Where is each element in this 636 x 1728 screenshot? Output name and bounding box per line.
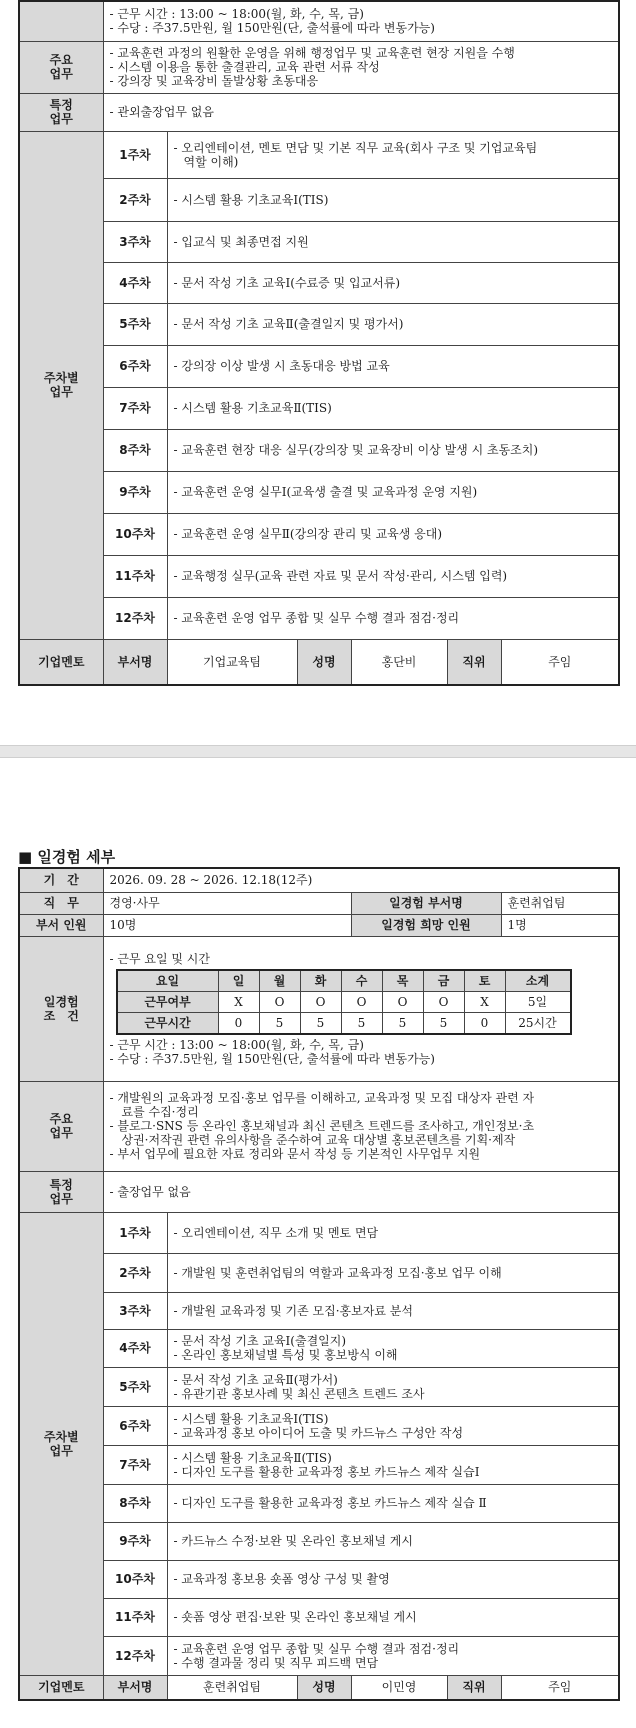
hope-label: 일경험 희망 인원	[351, 914, 501, 936]
schedule-cell: O	[341, 991, 382, 1012]
week-task: - 교육훈련 운영 업무 종합 및 실무 수행 결과 점검·정리 - 수행 결과물 정리 및 직무 피드백 면담	[167, 1636, 619, 1675]
mentor-dept-label: 부서명	[103, 639, 167, 685]
schedule-cell: 5	[341, 1012, 382, 1034]
special-duty-label: 특정 업무	[19, 1171, 103, 1212]
duty-label: 주요 업무	[19, 41, 103, 93]
week-task: - 오리엔테이션, 멘토 면담 및 기본 직무 교육(회사 구조 및 기업교육팀 역할 이해)	[167, 131, 619, 178]
mentor-position-label: 직위	[447, 1675, 501, 1700]
staff-label: 부서 인원	[19, 914, 103, 936]
duty-line: 료를 수집·정리	[109, 1105, 199, 1119]
schedule-cell: 25시간	[505, 1012, 571, 1034]
schedule-cell: X	[464, 991, 505, 1012]
schedule-row-label: 근무시간	[117, 1012, 219, 1034]
duty-content	[103, 1081, 619, 1171]
week-label: 4주차	[103, 1329, 167, 1367]
condition-line: - 근무 시간 : 13:00 ~ 18:00(월, 화, 수, 목, 금)	[109, 1037, 364, 1052]
duty-content	[103, 41, 619, 93]
week-label: 11주차	[103, 1598, 167, 1636]
week-label: 7주차	[103, 1445, 167, 1484]
schedule-header-cell: 화	[300, 970, 341, 992]
schedule-cell: O	[423, 991, 464, 1012]
duty-line: - 강의장 및 교육장비 돌발상황 초동대응	[109, 74, 319, 88]
schedule-header-cell: 금	[423, 970, 464, 992]
week-task: - 입교식 및 최종면접 지원	[167, 221, 619, 262]
weekly-duty-label: 주차별 업무	[19, 1212, 103, 1675]
week-label: 5주차	[103, 303, 167, 345]
page-separator	[0, 745, 636, 758]
schedule-header-cell: 토	[464, 970, 505, 992]
dept-value: 훈련취업팀	[501, 892, 619, 914]
mentor-name: 이민영	[351, 1675, 447, 1700]
special-duty-content: - 관외출장업무 없음	[103, 93, 619, 131]
week-label: 2주차	[103, 1253, 167, 1292]
schedule-row-label: 근무여부	[117, 991, 219, 1012]
week-task: - 시스템 활용 기초교육Ⅰ(TIS)	[167, 178, 619, 221]
week-task: - 교육훈련 운영 업무 종합 및 실무 수행 결과 점검·정리	[167, 597, 619, 639]
hope-value: 1명	[501, 914, 619, 936]
condition-line: - 수당 : 주37.5만원, 월 150만원(단, 출석률에 따라 변동가능)	[109, 21, 435, 36]
week-task: - 시스템 활용 기초교육Ⅱ(TIS)	[167, 387, 619, 429]
schedule-cell: 5	[259, 1012, 300, 1034]
special-duty-label: 특정 업무	[19, 93, 103, 131]
week-label: 3주차	[103, 221, 167, 262]
week-task: - 문서 작성 기초 교육Ⅰ(출결일지) - 온라인 홍보채널별 특성 및 홍보방식 이해	[167, 1329, 619, 1367]
duty-line: - 교육훈련 과정의 원활한 운영을 위해 행정업무 및 교육훈련 현장 지원을 수행	[109, 46, 515, 60]
schedule-cell: O	[382, 991, 423, 1012]
week-task: - 문서 작성 기초 교육Ⅰ(수료증 및 입교서류)	[167, 262, 619, 303]
week-label: 1주차	[103, 1212, 167, 1253]
condition-line: - 근무 시간 : 13:00 ~ 18:00(월, 화, 수, 목, 금)	[109, 7, 364, 22]
week-task: - 교육훈련 운영 실무Ⅱ(강의장 관리 및 교육생 응대)	[167, 513, 619, 555]
period-label: 기 간	[19, 868, 103, 892]
duty-line: - 부서 업무에 필요한 자료 정리와 문서 작성 등 기본적인 사무업무 지원	[109, 1147, 481, 1161]
schedule-cell: O	[300, 991, 341, 1012]
condition-label-cell	[19, 1, 103, 41]
mentor-label: 기업멘토	[19, 639, 103, 685]
week-label: 10주차	[103, 513, 167, 555]
duty-line: - 시스템 이용을 통한 출결관리, 교육 관련 서류 작성	[109, 60, 380, 74]
week-task: - 디자인 도구를 활용한 교육과정 홍보 카드뉴스 제작 실습 Ⅱ	[167, 1484, 619, 1522]
week-task: - 오리엔테이션, 직무 소개 및 멘토 면담	[167, 1212, 619, 1253]
job-label: 직 무	[19, 892, 103, 914]
weekly-duty-label: 주차별 업무	[19, 131, 103, 639]
work-plan-table-bottom	[18, 867, 620, 1701]
schedule-cell: O	[259, 991, 300, 1012]
condition-intro: - 근무 요일 및 시간	[109, 951, 210, 966]
week-task: - 교육훈련 운영 실무Ⅰ(교육생 출결 및 교육과정 운영 지원)	[167, 471, 619, 513]
staff-value: 10명	[103, 914, 351, 936]
week-label: 4주차	[103, 262, 167, 303]
week-label: 3주차	[103, 1292, 167, 1329]
mentor-position-label: 직위	[447, 639, 501, 685]
week-task: - 강의장 이상 발생 시 초동대응 방법 교육	[167, 345, 619, 387]
week-task: - 교육과정 홍보용 숏폼 영상 구성 및 촬영	[167, 1560, 619, 1598]
week-task: - 시스템 활용 기초교육Ⅱ(TIS) - 디자인 도구를 활용한 교육과정 홍보 카드뉴스 제작 실습Ⅰ	[167, 1445, 619, 1484]
mentor-name: 홍단비	[351, 639, 447, 685]
mentor-label: 기업멘토	[19, 1675, 103, 1700]
schedule-table	[116, 969, 572, 1035]
schedule-header-cell: 월	[259, 970, 300, 992]
schedule-cell: 5	[382, 1012, 423, 1034]
week-task: - 개발원 교육과정 및 기존 모집·홍보자료 분석	[167, 1292, 619, 1329]
week-task: - 개발원 및 훈련취업팀의 역할과 교육과정 모집·홍보 업무 이해	[167, 1253, 619, 1292]
week-label: 8주차	[103, 1484, 167, 1522]
week-task: - 카드뉴스 수정·보완 및 온라인 홍보채널 게시	[167, 1522, 619, 1560]
schedule-header-cell: 일	[218, 970, 259, 992]
document-page-top	[0, 0, 636, 745]
week-task: - 시스템 활용 기초교육Ⅰ(TIS) - 교육과정 홍보 아이디어 도출 및 카드뉴스 구성안 작성	[167, 1406, 619, 1445]
duty-line: - 블로그·SNS 등 온라인 홍보채널과 최신 콘텐츠 트렌드를 조사하고, 개인정보·초	[109, 1119, 535, 1133]
duty-line: - 개발원의 교육과정 모집·홍보 업무를 이해하고, 교육과정 및 모집 대상자 관련 자	[109, 1091, 535, 1105]
week-task: - 교육훈련 현장 대응 실무(강의장 및 교육장비 이상 발생 시 초동조치)	[167, 429, 619, 471]
mentor-name-label: 성명	[297, 639, 351, 685]
duty-line: 상권·저작권 관련 유의사항을 준수하여 교육 대상별 홍보콘텐츠를 기획·제작	[109, 1133, 516, 1147]
period-value: 2026. 09. 28 ~ 2026. 12.18(12주)	[103, 868, 619, 892]
mentor-position: 주임	[501, 1675, 619, 1700]
duty-label: 주요 업무	[19, 1081, 103, 1171]
mentor-dept-label: 부서명	[103, 1675, 167, 1700]
week-label: 12주차	[103, 1636, 167, 1675]
schedule-cell: 5	[423, 1012, 464, 1034]
week-label: 11주차	[103, 555, 167, 597]
week-label: 9주차	[103, 1522, 167, 1560]
schedule-cell: 5	[300, 1012, 341, 1034]
condition-content	[103, 1, 619, 41]
week-task: - 숏폼 영상 편집·보완 및 온라인 홍보채널 게시	[167, 1598, 619, 1636]
week-label: 12주차	[103, 597, 167, 639]
dept-label: 일경험 부서명	[351, 892, 501, 914]
schedule-header-cell: 목	[382, 970, 423, 992]
section-title: ■ 일경험 세부	[18, 848, 116, 866]
schedule-cell: 0	[464, 1012, 505, 1034]
job-value: 경영·사무	[103, 892, 351, 914]
condition-line: - 수당 : 주37.5만원, 월 150만원(단, 출석률에 따라 변동가능)	[109, 1051, 435, 1066]
week-label: 6주차	[103, 1406, 167, 1445]
mentor-dept: 기업교육팀	[167, 639, 297, 685]
week-label: 2주차	[103, 178, 167, 221]
week-label: 6주차	[103, 345, 167, 387]
week-label: 1주차	[103, 131, 167, 178]
mentor-name-label: 성명	[297, 1675, 351, 1700]
condition-label: 일경험 조 건	[19, 936, 103, 1081]
week-task: - 문서 작성 기초 교육Ⅱ(출결일지 및 평가서)	[167, 303, 619, 345]
work-plan-table-top	[18, 0, 620, 686]
schedule-cell: X	[218, 991, 259, 1012]
condition-content	[103, 936, 619, 1081]
schedule-cell: 5일	[505, 991, 571, 1012]
week-label: 10주차	[103, 1560, 167, 1598]
mentor-position: 주임	[501, 639, 619, 685]
schedule-header-cell: 요일	[117, 970, 219, 992]
week-task: - 교육행정 실무(교육 관련 자료 및 문서 작성·관리, 시스템 입력)	[167, 555, 619, 597]
week-label: 8주차	[103, 429, 167, 471]
week-label: 7주차	[103, 387, 167, 429]
schedule-header-cell: 수	[341, 970, 382, 992]
week-label: 5주차	[103, 1367, 167, 1406]
week-label: 9주차	[103, 471, 167, 513]
special-duty-content: - 출장업무 없음	[103, 1171, 619, 1212]
schedule-header-cell: 소계	[505, 970, 571, 992]
schedule-cell: 0	[218, 1012, 259, 1034]
mentor-dept: 훈련취업팀	[167, 1675, 297, 1700]
week-task: - 문서 작성 기초 교육Ⅱ(평가서) - 유관기관 홍보사례 및 최신 콘텐츠 트렌드 조사	[167, 1367, 619, 1406]
